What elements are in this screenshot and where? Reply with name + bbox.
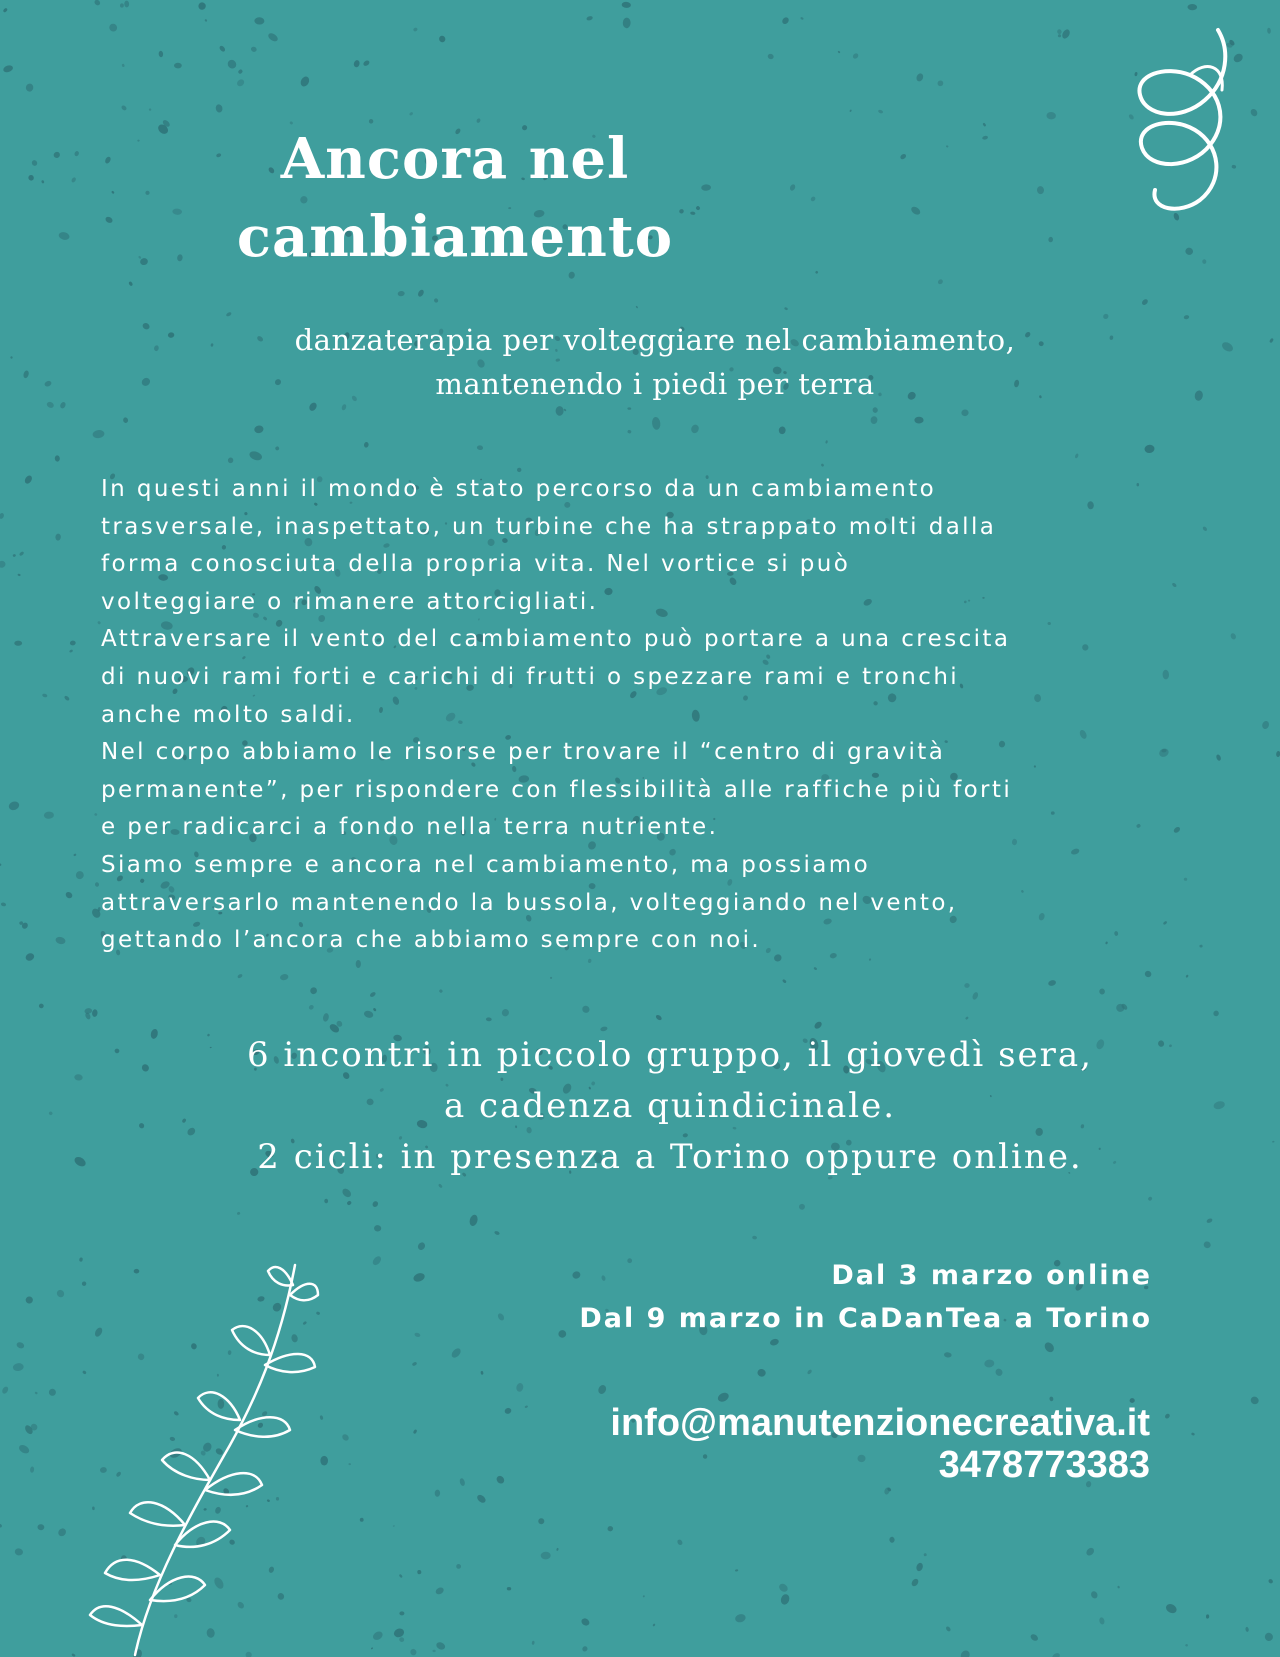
speckle bbox=[1230, 632, 1237, 640]
speckle bbox=[398, 1636, 404, 1642]
speckle bbox=[627, 407, 631, 410]
speckle bbox=[74, 1074, 83, 1081]
speckle bbox=[70, 640, 76, 645]
speckle bbox=[872, 407, 878, 414]
speckle bbox=[1183, 315, 1189, 320]
leaf-branch-icon bbox=[80, 1255, 320, 1657]
speckle bbox=[476, 1493, 487, 1504]
speckle bbox=[364, 442, 369, 448]
speckle bbox=[393, 1627, 406, 1639]
speckle bbox=[16, 1341, 25, 1349]
speckle bbox=[57, 1527, 68, 1538]
speckle bbox=[121, 104, 128, 111]
speckle bbox=[141, 322, 150, 331]
speckle bbox=[94, 813, 98, 817]
speckle bbox=[168, 332, 175, 338]
speckle bbox=[910, 1578, 919, 1588]
speckle bbox=[870, 416, 877, 424]
speckle bbox=[1051, 1652, 1061, 1657]
speckle bbox=[362, 59, 370, 67]
speckle bbox=[946, 145, 949, 148]
speckle bbox=[1046, 112, 1056, 120]
date-line-online: Dal 3 marzo online bbox=[831, 1260, 1152, 1291]
speckle bbox=[1058, 34, 1061, 37]
speckle bbox=[248, 450, 263, 462]
speckle bbox=[54, 455, 60, 462]
title-line: Ancora nel bbox=[280, 126, 630, 192]
speckle bbox=[412, 1272, 426, 1283]
speckle bbox=[936, 79, 944, 87]
speckle bbox=[55, 533, 61, 540]
speckle bbox=[556, 1548, 559, 1551]
speckle bbox=[627, 429, 632, 434]
speckle bbox=[1085, 1546, 1096, 1557]
speckle bbox=[1194, 390, 1204, 402]
speckle bbox=[767, 53, 774, 60]
speckle bbox=[915, 72, 924, 82]
speckle bbox=[46, 401, 55, 409]
speckle bbox=[237, 1211, 241, 1215]
speckle bbox=[0, 1523, 3, 1528]
speckle bbox=[778, 1582, 790, 1593]
speckle bbox=[541, 1552, 551, 1560]
speckle bbox=[1048, 237, 1053, 243]
speckle bbox=[1144, 444, 1155, 453]
course-info bbox=[120, 1030, 1220, 1183]
speckle bbox=[55, 1288, 65, 1298]
speckle bbox=[23, 370, 30, 379]
speckle bbox=[563, 408, 566, 411]
speckle bbox=[813, 967, 817, 971]
body-line: gettando l’ancora che abbiamo sempre con noi. bbox=[101, 927, 762, 954]
speckle bbox=[1269, 338, 1274, 344]
speckle bbox=[42, 693, 48, 698]
speckle bbox=[18, 1443, 31, 1455]
date-line-torino: Dal 9 marzo in CaDanTea a Torino bbox=[579, 1303, 1152, 1334]
speckle bbox=[825, 440, 828, 444]
speckle bbox=[537, 1517, 545, 1525]
speckle bbox=[1043, 1341, 1056, 1354]
speckle bbox=[1, 1386, 9, 1395]
info-line: a cadenza quindicinale. bbox=[443, 1086, 897, 1126]
speckle bbox=[468, 1214, 478, 1227]
speckle bbox=[779, 1593, 790, 1606]
speckle bbox=[39, 1004, 44, 1009]
speckle bbox=[1099, 1617, 1106, 1625]
speckle bbox=[1090, 1590, 1099, 1599]
speckle bbox=[215, 104, 223, 113]
flyer-subtitle bbox=[200, 318, 1110, 406]
speckle bbox=[642, 1595, 645, 1598]
speckle bbox=[1245, 1627, 1249, 1633]
speckle bbox=[371, 1255, 382, 1267]
speckle bbox=[409, 112, 414, 117]
body-line: di nuovi rami forti e carichi di frutti o spezzare rami e tronchi bbox=[101, 663, 960, 690]
speckle bbox=[123, 417, 129, 424]
speckle bbox=[34, 1391, 38, 1394]
speckle bbox=[71, 1653, 76, 1657]
speckle bbox=[320, 1456, 328, 1466]
speckle bbox=[48, 1388, 57, 1397]
speckle bbox=[597, 1384, 608, 1396]
speckle bbox=[25, 83, 34, 92]
speckle bbox=[254, 17, 264, 25]
speckle bbox=[781, 16, 790, 25]
speckle bbox=[1164, 1413, 1171, 1420]
speckle bbox=[237, 973, 243, 979]
speckle bbox=[622, 2, 632, 9]
speckle bbox=[1202, 259, 1207, 264]
speckle bbox=[0, 512, 5, 519]
speckle bbox=[414, 1332, 421, 1338]
speckle bbox=[945, 1626, 951, 1633]
speckle bbox=[849, 109, 852, 112]
speckle bbox=[800, 17, 804, 21]
speckle bbox=[226, 58, 238, 70]
speckle bbox=[174, 63, 182, 69]
speckle bbox=[37, 1524, 45, 1531]
contact-phone[interactable]: 3478773383 bbox=[938, 1444, 1150, 1486]
speckle bbox=[226, 311, 233, 317]
speckle bbox=[1185, 974, 1188, 978]
body-line: Nel corpo abbiamo le risorse per trovare il “centro di gravità bbox=[101, 739, 946, 766]
speckle bbox=[433, 298, 439, 304]
speckle bbox=[1272, 1141, 1275, 1143]
speckle bbox=[69, 649, 73, 653]
speckle bbox=[341, 1433, 350, 1442]
speckle bbox=[44, 380, 53, 388]
speckle bbox=[435, 1490, 441, 1497]
speckle bbox=[1048, 979, 1057, 986]
speckle bbox=[55, 936, 66, 945]
speckle bbox=[1268, 1578, 1274, 1584]
speckle bbox=[373, 1007, 377, 1011]
speckle bbox=[353, 59, 360, 67]
speckle bbox=[798, 1203, 806, 1211]
body-line: anche molto saldi. bbox=[101, 701, 356, 728]
speckle bbox=[1061, 28, 1072, 40]
speckle bbox=[1261, 720, 1270, 730]
speckle bbox=[227, 457, 234, 464]
speckle bbox=[0, 560, 6, 569]
speckle bbox=[607, 1526, 614, 1532]
speckle bbox=[59, 401, 66, 409]
speckle bbox=[655, 1014, 663, 1021]
speckle bbox=[813, 1020, 823, 1030]
body-line: attraversarlo mantenendo la bussola, volteggiando nel vento, bbox=[101, 889, 958, 916]
speckle bbox=[782, 979, 787, 984]
speckle bbox=[837, 50, 840, 53]
speckle bbox=[341, 1187, 353, 1199]
speckle bbox=[346, 1200, 352, 1206]
speckle bbox=[690, 423, 700, 434]
body-line: Attraversare il vento del cambiamento può portare a una crescita bbox=[101, 626, 1011, 653]
speckle bbox=[64, 891, 73, 900]
speckle bbox=[10, 356, 13, 359]
speckle bbox=[734, 1613, 746, 1623]
speckle bbox=[319, 1415, 323, 1420]
speckle bbox=[417, 1241, 427, 1251]
speckle bbox=[971, 991, 979, 1000]
speckle bbox=[623, 17, 631, 28]
speckle bbox=[433, 1650, 436, 1652]
speckle bbox=[197, 1, 207, 11]
speckle bbox=[30, 1466, 35, 1473]
speckle bbox=[1147, 1196, 1152, 1201]
speckle bbox=[73, 853, 76, 856]
speckle bbox=[821, 463, 825, 467]
speckle bbox=[299, 75, 311, 88]
speckle bbox=[1164, 1602, 1178, 1615]
speckle bbox=[477, 445, 484, 450]
speckle bbox=[944, 1352, 952, 1358]
speckle bbox=[399, 1574, 403, 1578]
speckle bbox=[279, 973, 289, 981]
speckle bbox=[275, 446, 280, 451]
speckle bbox=[1141, 298, 1149, 306]
speckle bbox=[254, 425, 265, 434]
speckle bbox=[651, 417, 661, 431]
speckle bbox=[439, 989, 444, 994]
speckle bbox=[1117, 1586, 1120, 1589]
speckle bbox=[322, 1013, 329, 1023]
speckle bbox=[128, 281, 133, 287]
speckle bbox=[148, 108, 151, 111]
speckle bbox=[371, 1647, 374, 1650]
speckle bbox=[635, 306, 638, 309]
speckle bbox=[1213, 1010, 1219, 1017]
speckle bbox=[807, 1369, 813, 1375]
speckle bbox=[250, 46, 257, 53]
speckle bbox=[937, 278, 944, 285]
speckle bbox=[73, 1155, 88, 1168]
speckle bbox=[910, 205, 922, 216]
speckle bbox=[23, 474, 33, 485]
speckle bbox=[124, 0, 129, 7]
body-line: permanente”, per rispondere con flessibilità alle raffiche più forti bbox=[101, 776, 1013, 803]
speckle bbox=[1191, 1432, 1195, 1436]
speckle bbox=[515, 1382, 524, 1392]
body-line: forma conosciuta della propria vita. Nel vortice si può bbox=[101, 551, 851, 578]
speckle bbox=[438, 35, 446, 43]
speckle bbox=[218, 45, 226, 53]
speckle bbox=[14, 1548, 23, 1557]
speckle bbox=[1099, 988, 1106, 995]
speckle bbox=[267, 32, 279, 43]
speckle bbox=[417, 289, 425, 298]
speckle bbox=[25, 1296, 33, 1304]
speckle bbox=[19, 551, 25, 556]
speckle bbox=[889, 1537, 895, 1544]
speckle bbox=[108, 22, 119, 33]
start-dates bbox=[452, 1254, 1152, 1340]
speckle bbox=[236, 78, 246, 88]
speckle bbox=[757, 1368, 767, 1377]
speckle bbox=[1057, 29, 1063, 35]
speckle bbox=[374, 1225, 382, 1232]
speckle bbox=[417, 1570, 422, 1575]
info-line: 6 incontri in piccolo gruppo, il giovedì sera, bbox=[246, 1035, 1093, 1075]
speckle bbox=[95, 882, 100, 887]
speckle bbox=[48, 1111, 53, 1116]
speckle bbox=[915, 1562, 924, 1572]
speckle bbox=[1264, 1631, 1275, 1642]
speckle bbox=[44, 811, 54, 819]
speckle bbox=[14, 641, 22, 646]
speckle bbox=[435, 1586, 445, 1596]
speckle bbox=[1187, 4, 1197, 10]
speckle bbox=[158, 51, 163, 58]
speckle bbox=[438, 1183, 443, 1188]
speckle bbox=[371, 1630, 384, 1642]
speckle bbox=[435, 1641, 446, 1651]
contact-info bbox=[350, 1402, 1150, 1486]
speckle bbox=[914, 417, 923, 424]
speckle bbox=[878, 109, 884, 114]
speckle bbox=[12, 1362, 24, 1371]
speckle bbox=[64, 695, 71, 701]
speckle bbox=[412, 1361, 418, 1366]
speckle bbox=[1074, 453, 1079, 459]
speckle bbox=[237, 69, 243, 75]
subtitle-line: danzaterapia per volteggiare nel cambiamento, bbox=[294, 323, 1016, 357]
speckle bbox=[982, 135, 988, 140]
speckle bbox=[580, 1617, 591, 1627]
speckle bbox=[75, 870, 85, 881]
speckle bbox=[8, 800, 21, 812]
speckle bbox=[1267, 28, 1271, 34]
speckle bbox=[92, 1009, 98, 1017]
speckle bbox=[455, 1563, 461, 1569]
speckle bbox=[1206, 1614, 1209, 1618]
speckle bbox=[356, 960, 361, 968]
speckle bbox=[784, 307, 788, 311]
speckle bbox=[3, 7, 8, 13]
body-line: trasversale, inaspettato, un turbine che ha strappato molti dalla bbox=[101, 513, 997, 540]
speckle bbox=[393, 1525, 395, 1527]
speckle bbox=[17, 573, 21, 576]
speckle bbox=[1144, 970, 1153, 979]
speckle bbox=[1049, 1396, 1054, 1401]
speckle bbox=[959, 1649, 972, 1657]
speckle bbox=[1185, 247, 1194, 256]
speckle bbox=[965, 1016, 969, 1020]
speckle bbox=[12, 554, 16, 557]
speckle bbox=[550, 977, 552, 979]
speckle bbox=[652, 1623, 655, 1626]
speckle bbox=[93, 0, 101, 6]
speckle bbox=[852, 52, 860, 59]
description-paragraph bbox=[101, 471, 1221, 960]
speckle bbox=[1276, 751, 1280, 758]
speckle bbox=[735, 1569, 739, 1572]
speckle bbox=[964, 983, 970, 989]
speckle bbox=[923, 1553, 926, 1556]
speckle bbox=[994, 1367, 1004, 1377]
speckle bbox=[494, 1230, 500, 1235]
speckle bbox=[532, 1641, 535, 1645]
speckle bbox=[1, 902, 7, 907]
speckle bbox=[1203, 1240, 1212, 1249]
speckle bbox=[982, 122, 986, 126]
speckle bbox=[409, 1648, 417, 1656]
speckle bbox=[1206, 1218, 1213, 1224]
body-line: Siamo sempre e ancora nel cambiamento, ma possiamo bbox=[101, 851, 871, 878]
speckle bbox=[752, 1235, 757, 1239]
speckle bbox=[24, 952, 35, 962]
speckle bbox=[309, 986, 318, 995]
speckle bbox=[369, 991, 376, 998]
speckle bbox=[1249, 1395, 1259, 1405]
speckle bbox=[581, 1004, 591, 1014]
speckle bbox=[1220, 340, 1234, 353]
subtitle-line: mantenendo i piedi per terra bbox=[435, 367, 875, 401]
speckle bbox=[556, 406, 564, 416]
spiral-doodle-icon bbox=[1110, 20, 1260, 220]
speckle bbox=[2, 64, 14, 73]
speckle bbox=[308, 1004, 315, 1011]
speckle bbox=[1185, 1644, 1188, 1647]
speckle bbox=[1037, 186, 1045, 195]
info-line: 2 cicli: in presenza a Torino oppure online. bbox=[257, 1137, 1083, 1177]
speckle bbox=[961, 409, 969, 416]
speckle bbox=[324, 1199, 328, 1204]
speckle bbox=[676, 1539, 683, 1546]
speckle bbox=[0, 863, 2, 866]
speckle bbox=[371, 1200, 379, 1208]
speckle bbox=[153, 345, 159, 352]
speckle bbox=[778, 426, 786, 435]
speckle bbox=[480, 1371, 483, 1375]
speckle bbox=[1029, 1633, 1039, 1642]
speckle bbox=[360, 1518, 364, 1522]
flyer-title bbox=[0, 120, 910, 276]
body-line: volteggiare o rimanere attorcigliati. bbox=[101, 588, 599, 615]
speckle bbox=[413, 27, 418, 32]
speckle bbox=[486, 1017, 492, 1021]
speckle bbox=[586, 15, 593, 21]
speckle bbox=[140, 376, 151, 387]
speckle bbox=[397, 291, 405, 297]
speckle bbox=[120, 3, 124, 8]
speckle bbox=[450, 1347, 462, 1360]
speckle bbox=[507, 1587, 511, 1590]
body-line: In questi anni il mondo è stato percorso da un cambiamento bbox=[101, 476, 937, 502]
speckle bbox=[399, 1611, 404, 1615]
body-line: e per radicarci a fondo nella terra nutriente. bbox=[101, 814, 719, 841]
speckle bbox=[122, 64, 125, 68]
title-line: cambiamento bbox=[236, 204, 674, 270]
speckle bbox=[984, 1359, 995, 1368]
speckle bbox=[92, 429, 105, 439]
speckle bbox=[581, 1645, 588, 1652]
contact-email[interactable]: info@manutenzionecreativa.it bbox=[610, 1402, 1150, 1444]
speckle bbox=[501, 1008, 510, 1017]
speckle bbox=[363, 1010, 374, 1019]
speckle bbox=[204, 19, 207, 22]
